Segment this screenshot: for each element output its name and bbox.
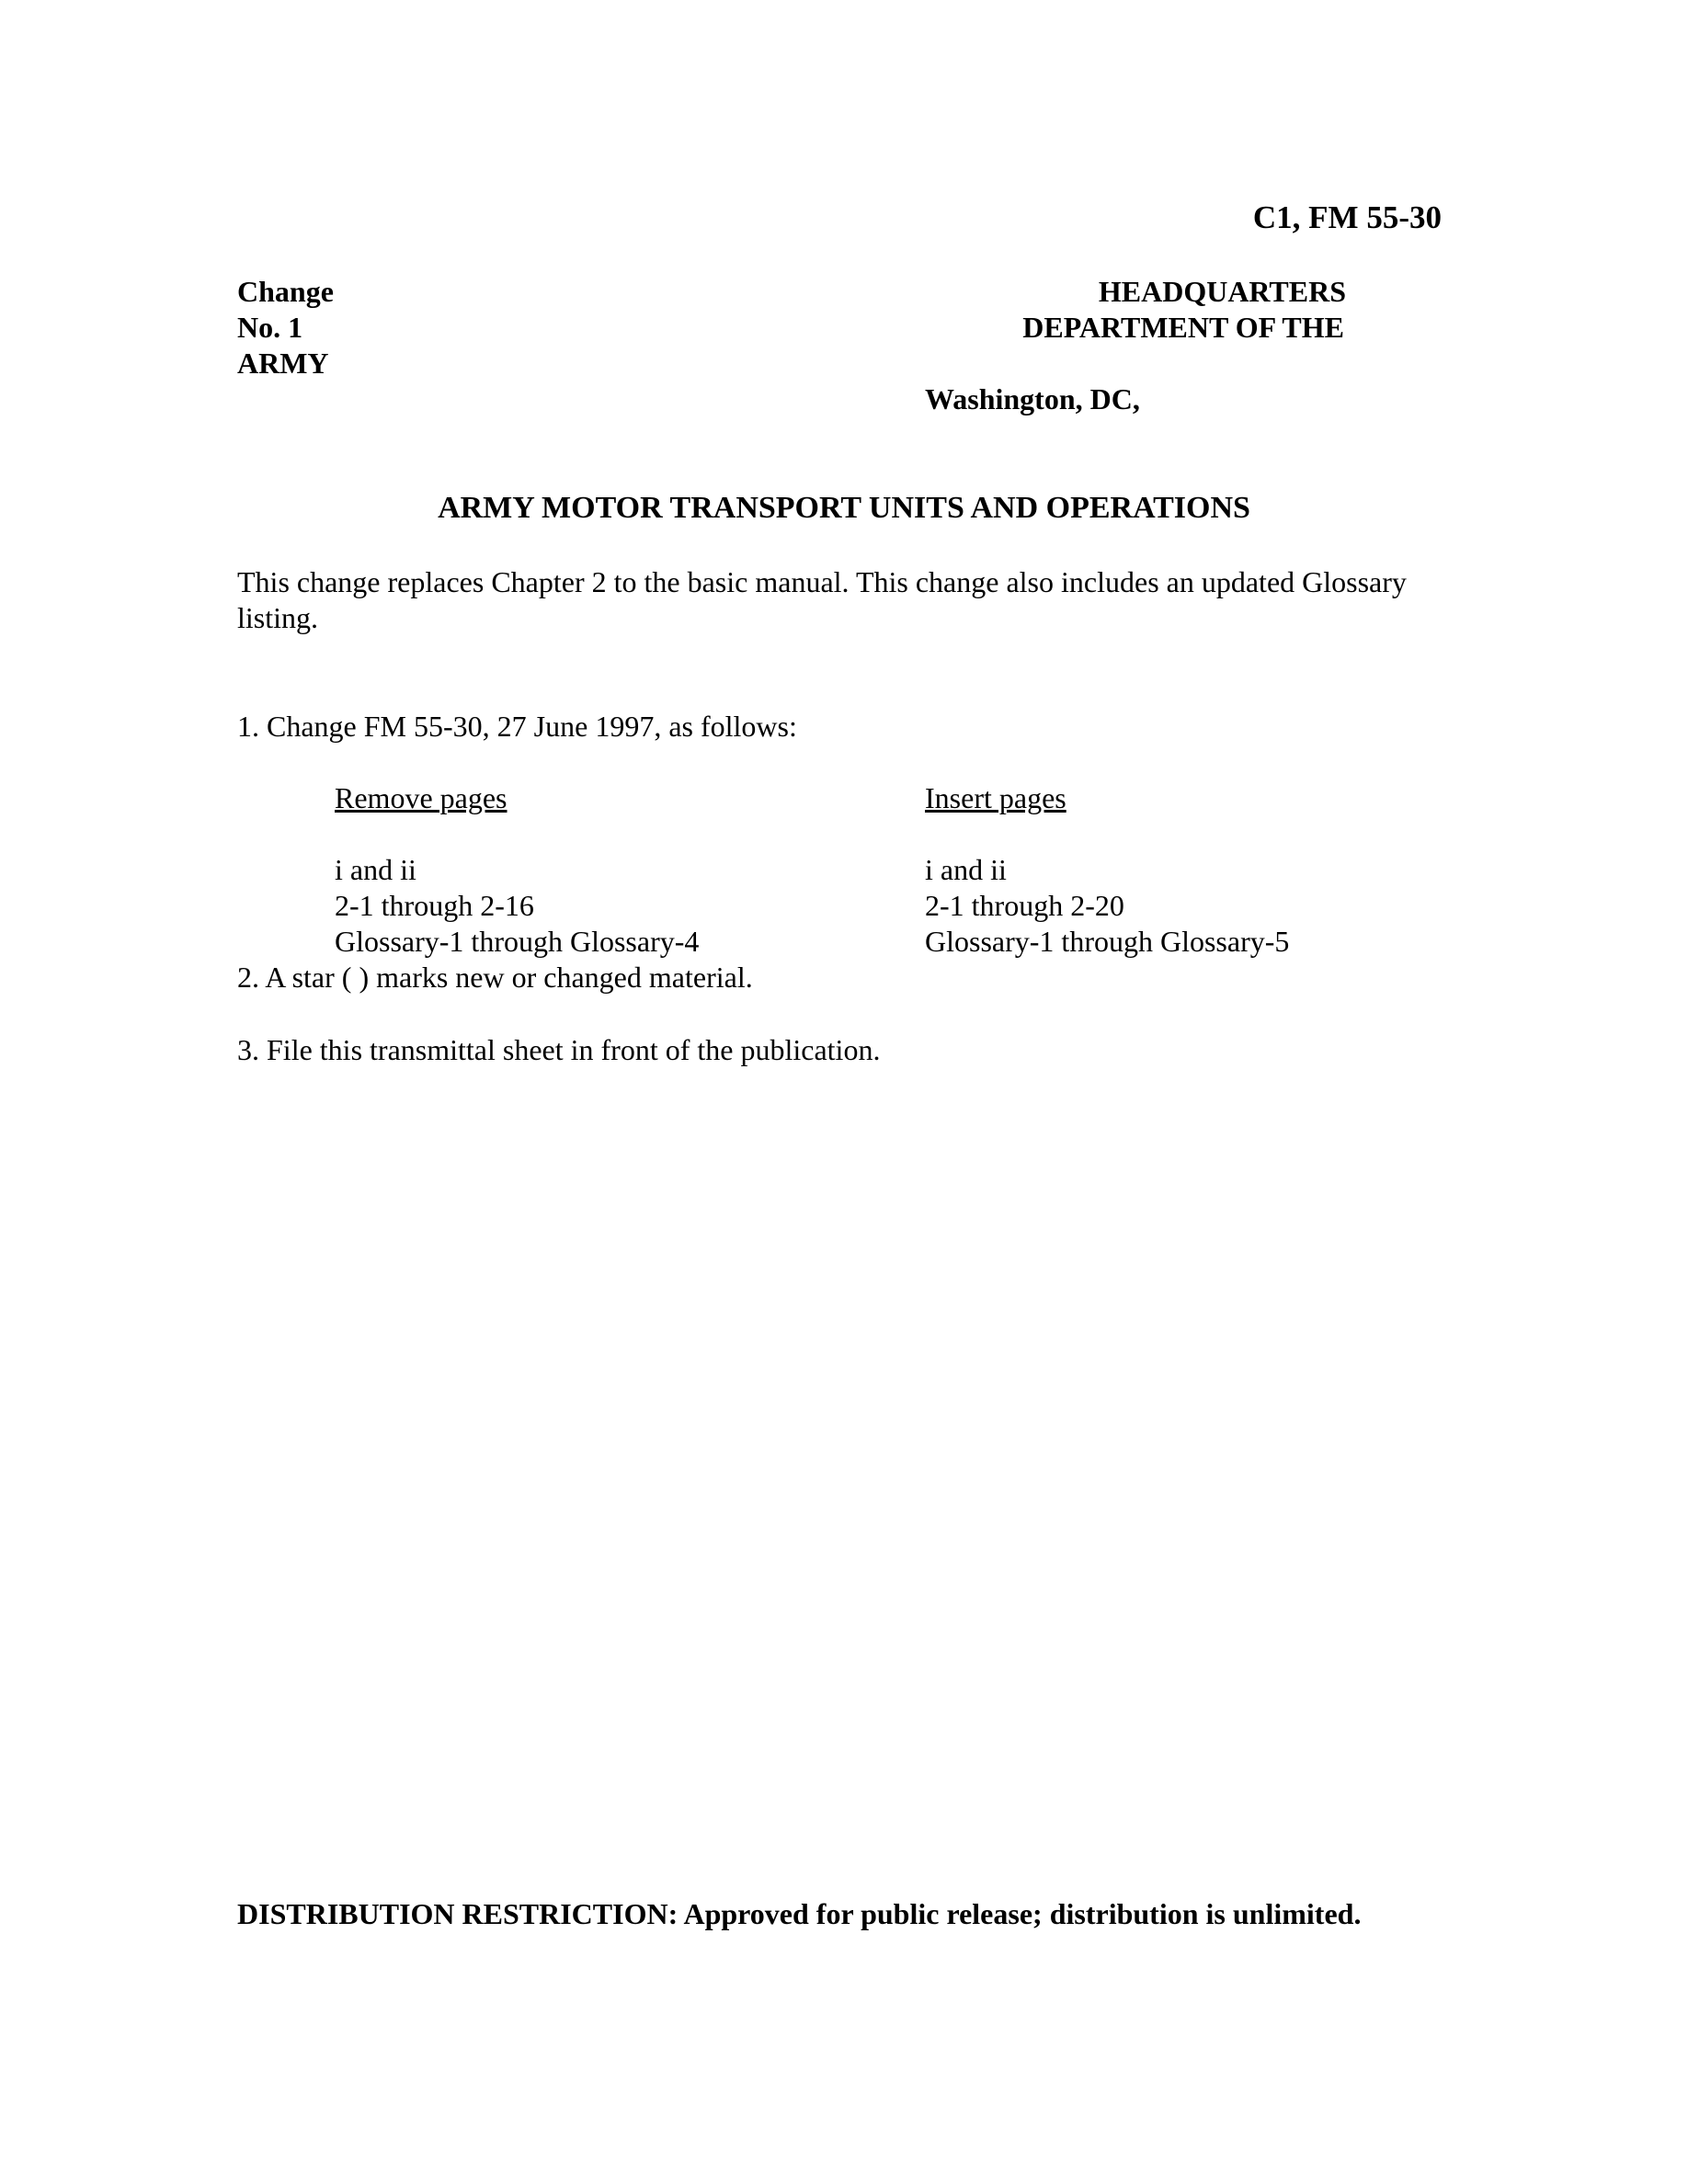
intro-line-2: listing.	[237, 601, 319, 634]
document-title: ARMY MOTOR TRANSPORT UNITS AND OPERATIONS	[438, 491, 1250, 525]
instruction-item-2: 2. A star ( ) marks new or changed material.	[237, 961, 753, 994]
insert-pages-row-2: 2-1 through 2-20	[925, 889, 1124, 922]
army-label: ARMY	[237, 347, 329, 380]
headquarters-label: HEADQUARTERS	[1098, 275, 1346, 308]
intro-line-1: This change replaces Chapter 2 to the basic manual. This change also includes an updated Glossary	[237, 565, 1407, 598]
change-label: Change	[237, 275, 334, 308]
location-label: Washington, DC,	[925, 382, 1140, 415]
insert-pages-header: Insert pages	[925, 781, 1066, 814]
department-label: DEPARTMENT OF THE	[1022, 311, 1344, 344]
instruction-item-1: 1. Change FM 55-30, 27 June 1997, as follows:	[237, 710, 797, 743]
change-number: No. 1	[237, 311, 303, 344]
distribution-restriction: DISTRIBUTION RESTRICTION: Approved for public release; distribution is unlimited.	[237, 1897, 1362, 1930]
document-id: C1, FM 55-30	[1252, 199, 1442, 235]
remove-pages-row-3: Glossary-1 through Glossary-4	[335, 925, 700, 958]
remove-pages-row-2: 2-1 through 2-16	[335, 889, 534, 922]
insert-pages-row-1: i and ii	[925, 853, 1007, 886]
instruction-item-3: 3. File this transmittal sheet in front of the publication.	[237, 1033, 881, 1066]
remove-pages-row-1: i and ii	[335, 853, 416, 886]
remove-pages-header: Remove pages	[335, 781, 508, 814]
insert-pages-row-3: Glossary-1 through Glossary-5	[925, 925, 1290, 958]
